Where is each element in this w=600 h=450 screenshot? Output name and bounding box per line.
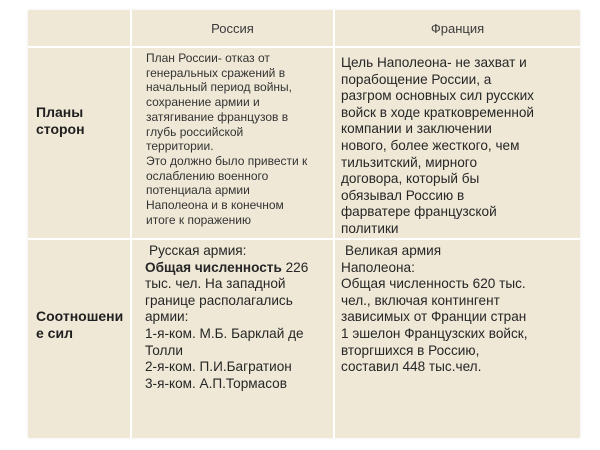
text-line: План России- отказ от	[146, 51, 270, 65]
text-line: Русская армия:	[149, 243, 247, 258]
text-line: вторгшихся в Россию,	[341, 342, 480, 358]
row-label-line: Планы	[36, 104, 84, 120]
text-line: Цель Наполеона- не захват и	[341, 55, 527, 70]
text-line: армии:	[145, 309, 189, 325]
text-line: нового, более жесткого, чем	[341, 137, 520, 153]
text-line: порабощение России, а	[341, 71, 492, 87]
france-plan-text	[341, 55, 534, 238]
text-line: разгром основных сил русских	[341, 88, 534, 104]
text-line: чел., включая контингент	[341, 292, 500, 308]
russia-plan-text	[146, 51, 307, 227]
text-line: политики	[341, 220, 399, 236]
text-line: итоге к поражению	[146, 212, 251, 227]
text-line: 2-я-ком. П.И.Багратион	[145, 359, 292, 375]
text-line: 3-я-ком. А.П.Тормасов	[145, 375, 287, 391]
text-line: генеральных сражений в	[146, 65, 286, 80]
text-line: Наполеона:	[341, 259, 415, 275]
russia-forces-text	[145, 243, 308, 392]
text-line: Толли	[145, 342, 183, 358]
text-line: Великая армия	[345, 243, 442, 258]
bold-phrase: Общая численность	[145, 259, 282, 275]
row-label-line: сторон	[36, 121, 85, 137]
text-line: договора, который бы	[341, 171, 480, 187]
row-divider	[28, 46, 580, 48]
text-line: потенциала армии	[146, 183, 250, 198]
text-line: затягивание французов в	[146, 109, 289, 124]
text-line: обязывал Россию в	[341, 187, 465, 203]
text-line: 1-я-ком. М.Б. Барклай де	[145, 325, 304, 341]
text-line: зависимых от Франции стран	[341, 309, 527, 325]
text-line: ослаблению военного	[146, 168, 269, 183]
text-line: территории.	[146, 139, 214, 154]
row-label-forces	[36, 308, 123, 342]
row-divider	[28, 238, 580, 240]
header-russia: Россия	[211, 21, 254, 36]
text-line: войск в ходе кратковременной	[341, 104, 534, 120]
text-line: сохранение армии и	[146, 95, 260, 110]
text-line: глубь российской	[146, 124, 244, 139]
france-forces-text	[341, 243, 528, 376]
text-line: границе располагались	[145, 292, 293, 308]
text-fragment: 226	[281, 259, 309, 275]
text-line	[145, 260, 308, 277]
comparison-table	[28, 10, 580, 438]
text-line: Общая численность 620 тыс.	[341, 276, 526, 292]
row-label-line: е сил	[36, 325, 73, 341]
text-line: 1 эшелон Французских войск,	[341, 325, 528, 341]
row-label-plans	[36, 104, 85, 138]
text-line: Наполеона и в конечном	[146, 198, 284, 213]
row-label-line: Соотношени	[36, 308, 124, 324]
text-line: тыс. чел. На западной	[145, 276, 286, 292]
text-line: фарватере французской	[341, 204, 497, 220]
text-line: начальный период войны,	[146, 80, 293, 95]
column-divider	[333, 10, 335, 438]
column-divider	[130, 10, 132, 438]
header-france: Франция	[430, 21, 485, 36]
text-line: компании и заключении	[341, 121, 492, 137]
text-line: тильзитский, мирного	[341, 154, 478, 170]
text-line: Это должно было привести к	[146, 153, 308, 168]
text-line: составил 448 тыс.чел.	[341, 359, 482, 375]
